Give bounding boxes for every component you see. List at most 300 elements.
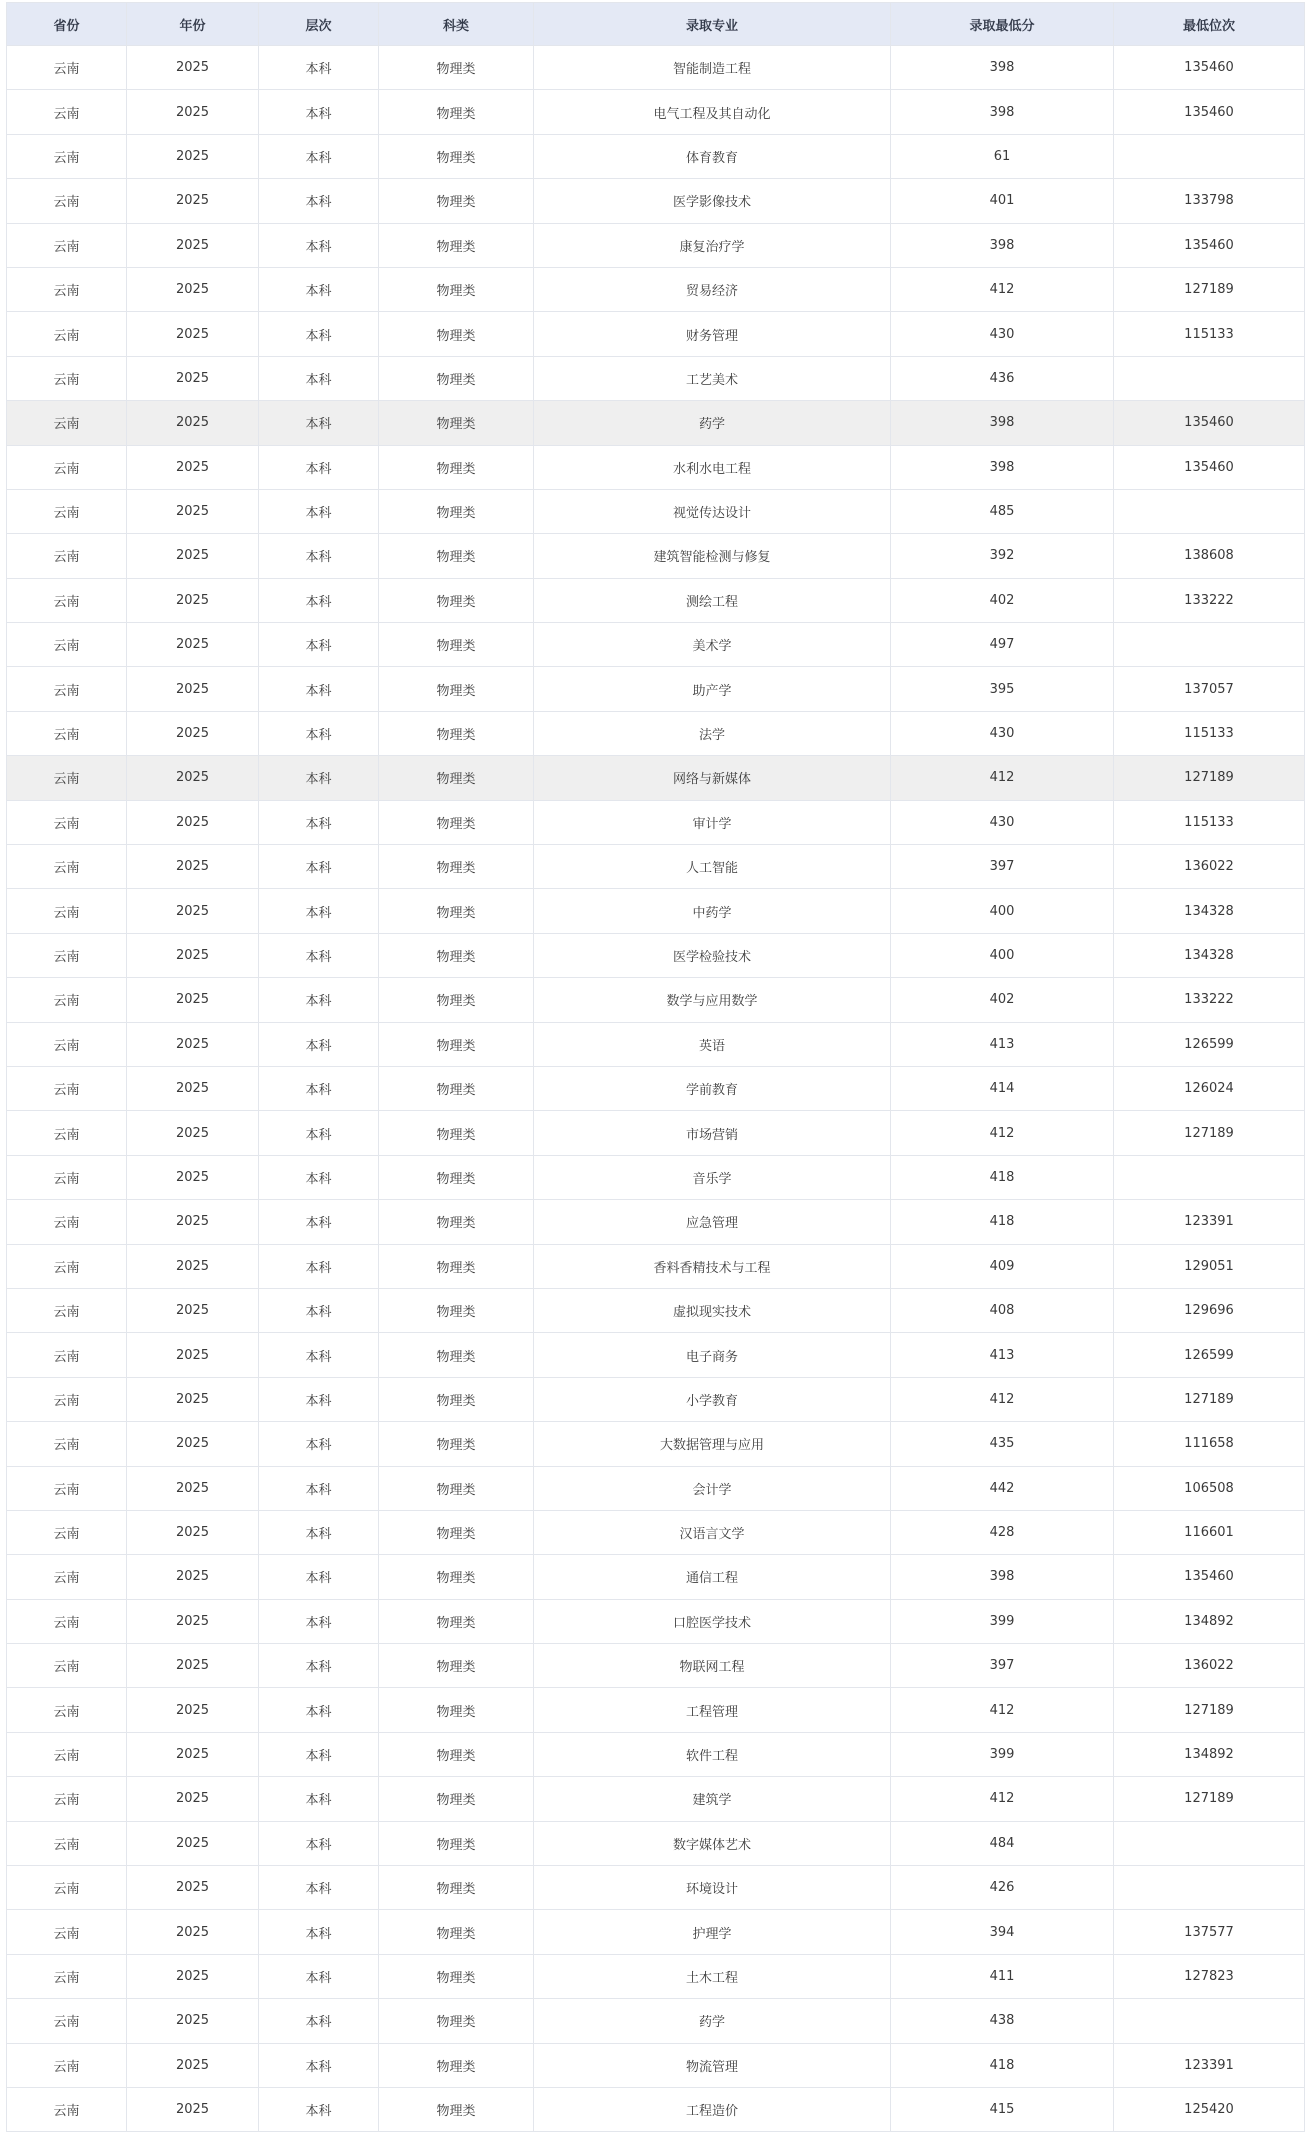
cell-year: 2025 — [127, 623, 259, 667]
cell-major: 康复治疗学 — [534, 223, 891, 267]
cell-level: 本科 — [259, 1555, 379, 1599]
cell-min-rank — [1114, 1155, 1305, 1199]
cell-year: 2025 — [127, 1200, 259, 1244]
table-row[interactable] — [7, 800, 1305, 844]
cell-major: 香料香精技术与工程 — [534, 1244, 891, 1288]
cell-min-score: 413 — [891, 1333, 1114, 1377]
cell-province: 云南 — [7, 889, 127, 933]
cell-province: 云南 — [7, 1821, 127, 1865]
table-row[interactable] — [7, 1377, 1305, 1421]
cell-year: 2025 — [127, 401, 259, 445]
cell-category: 物理类 — [379, 623, 534, 667]
table-row[interactable] — [7, 1644, 1305, 1688]
table-row[interactable] — [7, 1200, 1305, 1244]
cell-year: 2025 — [127, 1466, 259, 1510]
column-header-min-score[interactable]: 录取最低分 — [891, 3, 1114, 46]
cell-year: 2025 — [127, 1688, 259, 1732]
cell-min-rank: 126024 — [1114, 1066, 1305, 1110]
cell-province: 云南 — [7, 1599, 127, 1643]
cell-year: 2025 — [127, 1777, 259, 1821]
cell-category: 物理类 — [379, 223, 534, 267]
cell-level: 本科 — [259, 667, 379, 711]
cell-major: 电子商务 — [534, 1333, 891, 1377]
cell-min-score: 412 — [891, 1688, 1114, 1732]
cell-year: 2025 — [127, 1599, 259, 1643]
table-row[interactable] — [7, 2043, 1305, 2087]
cell-min-score: 401 — [891, 179, 1114, 223]
cell-level: 本科 — [259, 223, 379, 267]
cell-province: 云南 — [7, 1510, 127, 1554]
cell-category: 物理类 — [379, 578, 534, 622]
cell-category: 物理类 — [379, 489, 534, 533]
cell-min-score: 438 — [891, 1999, 1114, 2043]
table-row[interactable] — [7, 1422, 1305, 1466]
table-row[interactable] — [7, 1555, 1305, 1599]
cell-min-rank: 134328 — [1114, 933, 1305, 977]
cell-category: 物理类 — [379, 845, 534, 889]
cell-year: 2025 — [127, 1066, 259, 1110]
cell-level: 本科 — [259, 401, 379, 445]
cell-major: 物流管理 — [534, 2043, 891, 2087]
cell-year: 2025 — [127, 978, 259, 1022]
cell-min-rank — [1114, 134, 1305, 178]
table-row[interactable] — [7, 623, 1305, 667]
cell-min-rank: 127823 — [1114, 1954, 1305, 1998]
cell-min-score: 400 — [891, 933, 1114, 977]
table-row[interactable] — [7, 889, 1305, 933]
cell-min-score: 415 — [891, 2087, 1114, 2131]
cell-major: 电气工程及其自动化 — [534, 90, 891, 134]
cell-level: 本科 — [259, 1333, 379, 1377]
cell-major: 英语 — [534, 1022, 891, 1066]
cell-min-rank: 127189 — [1114, 267, 1305, 311]
table-row[interactable] — [7, 534, 1305, 578]
table-row[interactable] — [7, 1333, 1305, 1377]
cell-major: 测绘工程 — [534, 578, 891, 622]
table-row[interactable] — [7, 134, 1305, 178]
cell-major: 医学检验技术 — [534, 933, 891, 977]
cell-major: 财务管理 — [534, 312, 891, 356]
cell-category: 物理类 — [379, 1066, 534, 1110]
cell-category: 物理类 — [379, 1777, 534, 1821]
cell-min-score: 397 — [891, 845, 1114, 889]
cell-major: 医学影像技术 — [534, 179, 891, 223]
cell-level: 本科 — [259, 711, 379, 755]
cell-province: 云南 — [7, 1777, 127, 1821]
table-row[interactable] — [7, 1155, 1305, 1199]
cell-category: 物理类 — [379, 1333, 534, 1377]
cell-min-score: 399 — [891, 1599, 1114, 1643]
cell-major: 美术学 — [534, 623, 891, 667]
cell-province: 云南 — [7, 179, 127, 223]
table-row[interactable] — [7, 401, 1305, 445]
cell-major: 网络与新媒体 — [534, 756, 891, 800]
cell-major: 人工智能 — [534, 845, 891, 889]
table-row[interactable] — [7, 578, 1305, 622]
cell-category: 物理类 — [379, 2087, 534, 2131]
cell-category: 物理类 — [379, 267, 534, 311]
cell-province: 云南 — [7, 401, 127, 445]
cell-min-score: 442 — [891, 1466, 1114, 1510]
cell-min-rank: 111658 — [1114, 1422, 1305, 1466]
cell-category: 物理类 — [379, 889, 534, 933]
cell-major: 工艺美术 — [534, 356, 891, 400]
cell-major: 汉语言文学 — [534, 1510, 891, 1554]
cell-major: 工程管理 — [534, 1688, 891, 1732]
cell-min-score: 497 — [891, 623, 1114, 667]
cell-min-score: 484 — [891, 1821, 1114, 1865]
cell-major: 助产学 — [534, 667, 891, 711]
cell-min-score: 412 — [891, 1777, 1114, 1821]
cell-min-rank: 126599 — [1114, 1333, 1305, 1377]
cell-min-rank: 135460 — [1114, 46, 1305, 90]
cell-min-rank: 137057 — [1114, 667, 1305, 711]
cell-province: 云南 — [7, 445, 127, 489]
cell-min-score: 435 — [891, 1422, 1114, 1466]
cell-level: 本科 — [259, 1288, 379, 1332]
cell-year: 2025 — [127, 46, 259, 90]
cell-year: 2025 — [127, 933, 259, 977]
table-row[interactable] — [7, 1022, 1305, 1066]
cell-year: 2025 — [127, 1555, 259, 1599]
cell-min-score: 412 — [891, 1377, 1114, 1421]
cell-province: 云南 — [7, 1022, 127, 1066]
cell-major: 通信工程 — [534, 1555, 891, 1599]
cell-province: 云南 — [7, 1244, 127, 1288]
cell-level: 本科 — [259, 1732, 379, 1776]
column-header-province[interactable]: 省份 — [7, 3, 127, 46]
cell-province: 云南 — [7, 2043, 127, 2087]
cell-year: 2025 — [127, 667, 259, 711]
cell-major: 中药学 — [534, 889, 891, 933]
table-row[interactable] — [7, 1910, 1305, 1954]
cell-category: 物理类 — [379, 667, 534, 711]
cell-category: 物理类 — [379, 1155, 534, 1199]
cell-min-rank — [1114, 1821, 1305, 1865]
cell-level: 本科 — [259, 845, 379, 889]
cell-category: 物理类 — [379, 1466, 534, 1510]
cell-province: 云南 — [7, 223, 127, 267]
cell-category: 物理类 — [379, 1599, 534, 1643]
cell-province: 云南 — [7, 356, 127, 400]
cell-level: 本科 — [259, 978, 379, 1022]
cell-min-score: 430 — [891, 800, 1114, 844]
table-row[interactable] — [7, 1954, 1305, 1998]
cell-year: 2025 — [127, 2043, 259, 2087]
cell-category: 物理类 — [379, 1555, 534, 1599]
cell-province: 云南 — [7, 711, 127, 755]
cell-year: 2025 — [127, 711, 259, 755]
cell-level: 本科 — [259, 756, 379, 800]
cell-major: 建筑智能检测与修复 — [534, 534, 891, 578]
cell-category: 物理类 — [379, 1200, 534, 1244]
table-row[interactable] — [7, 845, 1305, 889]
cell-min-score: 402 — [891, 978, 1114, 1022]
cell-min-rank: 135460 — [1114, 445, 1305, 489]
cell-major: 贸易经济 — [534, 267, 891, 311]
cell-min-score: 399 — [891, 1732, 1114, 1776]
cell-year: 2025 — [127, 312, 259, 356]
cell-province: 云南 — [7, 845, 127, 889]
cell-province: 云南 — [7, 756, 127, 800]
cell-category: 物理类 — [379, 756, 534, 800]
cell-level: 本科 — [259, 2087, 379, 2131]
cell-min-rank: 133222 — [1114, 978, 1305, 1022]
table-row[interactable] — [7, 756, 1305, 800]
cell-min-rank: 126599 — [1114, 1022, 1305, 1066]
table-row[interactable] — [7, 1066, 1305, 1110]
cell-province: 云南 — [7, 1866, 127, 1910]
cell-major: 会计学 — [534, 1466, 891, 1510]
cell-category: 物理类 — [379, 1644, 534, 1688]
cell-major: 市场营销 — [534, 1111, 891, 1155]
cell-major: 口腔医学技术 — [534, 1599, 891, 1643]
cell-year: 2025 — [127, 534, 259, 578]
cell-major: 水利水电工程 — [534, 445, 891, 489]
cell-min-score: 430 — [891, 711, 1114, 755]
table-row[interactable] — [7, 1288, 1305, 1332]
cell-min-rank: 137577 — [1114, 1910, 1305, 1954]
table-row[interactable] — [7, 1866, 1305, 1910]
cell-year: 2025 — [127, 90, 259, 134]
cell-province: 云南 — [7, 312, 127, 356]
cell-min-score: 398 — [891, 445, 1114, 489]
cell-province: 云南 — [7, 578, 127, 622]
cell-major: 物联网工程 — [534, 1644, 891, 1688]
cell-province: 云南 — [7, 489, 127, 533]
cell-level: 本科 — [259, 1422, 379, 1466]
cell-min-score: 392 — [891, 534, 1114, 578]
cell-category: 物理类 — [379, 1422, 534, 1466]
cell-level: 本科 — [259, 312, 379, 356]
cell-province: 云南 — [7, 933, 127, 977]
cell-year: 2025 — [127, 267, 259, 311]
cell-min-score: 398 — [891, 401, 1114, 445]
cell-min-score: 414 — [891, 1066, 1114, 1110]
cell-major: 体育教育 — [534, 134, 891, 178]
cell-level: 本科 — [259, 1111, 379, 1155]
cell-level: 本科 — [259, 445, 379, 489]
cell-year: 2025 — [127, 134, 259, 178]
column-header-year[interactable]: 年份 — [127, 3, 259, 46]
table-row[interactable] — [7, 978, 1305, 1022]
cell-province: 云南 — [7, 1732, 127, 1776]
table-row[interactable] — [7, 179, 1305, 223]
cell-level: 本科 — [259, 46, 379, 90]
cell-year: 2025 — [127, 1999, 259, 2043]
table-row[interactable] — [7, 1111, 1305, 1155]
table-row[interactable] — [7, 1599, 1305, 1643]
cell-province: 云南 — [7, 1200, 127, 1244]
table-row[interactable] — [7, 1821, 1305, 1865]
cell-major: 数学与应用数学 — [534, 978, 891, 1022]
column-header-category[interactable]: 科类 — [379, 3, 534, 46]
cell-level: 本科 — [259, 179, 379, 223]
table-row[interactable] — [7, 1777, 1305, 1821]
table-row[interactable] — [7, 1688, 1305, 1732]
cell-year: 2025 — [127, 489, 259, 533]
cell-year: 2025 — [127, 1155, 259, 1199]
cell-min-rank: 135460 — [1114, 223, 1305, 267]
table-row[interactable] — [7, 90, 1305, 134]
cell-min-score: 485 — [891, 489, 1114, 533]
table-row[interactable] — [7, 223, 1305, 267]
cell-level: 本科 — [259, 356, 379, 400]
cell-category: 物理类 — [379, 1111, 534, 1155]
cell-min-score: 412 — [891, 267, 1114, 311]
cell-min-rank: 129696 — [1114, 1288, 1305, 1332]
table-row[interactable] — [7, 711, 1305, 755]
cell-level: 本科 — [259, 1910, 379, 1954]
column-header-min-rank[interactable]: 最低位次 — [1114, 3, 1305, 46]
cell-min-score: 412 — [891, 756, 1114, 800]
table-row[interactable] — [7, 267, 1305, 311]
cell-year: 2025 — [127, 1377, 259, 1421]
cell-year: 2025 — [127, 1111, 259, 1155]
cell-min-score: 430 — [891, 312, 1114, 356]
table-row[interactable] — [7, 1510, 1305, 1554]
cell-min-rank: 115133 — [1114, 800, 1305, 844]
cell-min-score: 61 — [891, 134, 1114, 178]
cell-major: 审计学 — [534, 800, 891, 844]
table-row[interactable] — [7, 933, 1305, 977]
cell-min-rank: 123391 — [1114, 1200, 1305, 1244]
cell-min-score: 409 — [891, 1244, 1114, 1288]
table-row[interactable] — [7, 489, 1305, 533]
cell-category: 物理类 — [379, 800, 534, 844]
cell-min-rank: 115133 — [1114, 312, 1305, 356]
cell-province: 云南 — [7, 1377, 127, 1421]
cell-year: 2025 — [127, 2087, 259, 2131]
cell-min-rank: 127189 — [1114, 1777, 1305, 1821]
cell-year: 2025 — [127, 1333, 259, 1377]
cell-category: 物理类 — [379, 1244, 534, 1288]
cell-year: 2025 — [127, 445, 259, 489]
cell-level: 本科 — [259, 1200, 379, 1244]
cell-min-rank: 136022 — [1114, 1644, 1305, 1688]
table-row[interactable] — [7, 1244, 1305, 1288]
cell-province: 云南 — [7, 90, 127, 134]
cell-min-rank — [1114, 1999, 1305, 2043]
cell-level: 本科 — [259, 1821, 379, 1865]
table-row[interactable] — [7, 46, 1305, 90]
cell-min-rank — [1114, 1866, 1305, 1910]
cell-min-rank: 135460 — [1114, 401, 1305, 445]
cell-min-score: 411 — [891, 1954, 1114, 1998]
header-row — [7, 3, 1305, 46]
cell-category: 物理类 — [379, 978, 534, 1022]
cell-category: 物理类 — [379, 1999, 534, 2043]
cell-major: 视觉传达设计 — [534, 489, 891, 533]
cell-year: 2025 — [127, 845, 259, 889]
cell-category: 物理类 — [379, 445, 534, 489]
cell-level: 本科 — [259, 1466, 379, 1510]
cell-province: 云南 — [7, 1111, 127, 1155]
cell-category: 物理类 — [379, 1732, 534, 1776]
column-header-major[interactable]: 录取专业 — [534, 3, 891, 46]
cell-major: 小学教育 — [534, 1377, 891, 1421]
cell-min-rank: 127189 — [1114, 1688, 1305, 1732]
table-row[interactable] — [7, 1732, 1305, 1776]
cell-major: 应急管理 — [534, 1200, 891, 1244]
cell-level: 本科 — [259, 1688, 379, 1732]
cell-province: 云南 — [7, 978, 127, 1022]
cell-min-rank: 135460 — [1114, 90, 1305, 134]
cell-year: 2025 — [127, 1644, 259, 1688]
table-row[interactable] — [7, 312, 1305, 356]
cell-category: 物理类 — [379, 933, 534, 977]
cell-level: 本科 — [259, 1155, 379, 1199]
cell-min-score: 408 — [891, 1288, 1114, 1332]
cell-year: 2025 — [127, 889, 259, 933]
cell-min-rank: 127189 — [1114, 756, 1305, 800]
cell-major: 软件工程 — [534, 1732, 891, 1776]
cell-category: 物理类 — [379, 134, 534, 178]
table-row[interactable] — [7, 445, 1305, 489]
table-row[interactable] — [7, 2087, 1305, 2131]
cell-min-rank: 123391 — [1114, 2043, 1305, 2087]
cell-level: 本科 — [259, 1599, 379, 1643]
cell-year: 2025 — [127, 756, 259, 800]
column-header-level[interactable]: 层次 — [259, 3, 379, 46]
cell-min-score: 395 — [891, 667, 1114, 711]
cell-province: 云南 — [7, 46, 127, 90]
cell-major: 建筑学 — [534, 1777, 891, 1821]
cell-category: 物理类 — [379, 312, 534, 356]
cell-category: 物理类 — [379, 401, 534, 445]
cell-year: 2025 — [127, 1732, 259, 1776]
cell-province: 云南 — [7, 2087, 127, 2131]
table-row[interactable] — [7, 667, 1305, 711]
cell-min-rank: 115133 — [1114, 711, 1305, 755]
cell-year: 2025 — [127, 578, 259, 622]
cell-level: 本科 — [259, 1644, 379, 1688]
cell-category: 物理类 — [379, 1022, 534, 1066]
cell-major: 药学 — [534, 401, 891, 445]
cell-province: 云南 — [7, 1422, 127, 1466]
cell-major: 法学 — [534, 711, 891, 755]
cell-min-rank: 138608 — [1114, 534, 1305, 578]
cell-level: 本科 — [259, 1999, 379, 2043]
cell-min-rank: 133222 — [1114, 578, 1305, 622]
cell-min-rank: 116601 — [1114, 1510, 1305, 1554]
table-row[interactable] — [7, 356, 1305, 400]
cell-level: 本科 — [259, 800, 379, 844]
table-row[interactable] — [7, 1999, 1305, 2043]
cell-category: 物理类 — [379, 534, 534, 578]
cell-category: 物理类 — [379, 1910, 534, 1954]
cell-min-rank: 133798 — [1114, 179, 1305, 223]
cell-level: 本科 — [259, 134, 379, 178]
cell-province: 云南 — [7, 1910, 127, 1954]
cell-category: 物理类 — [379, 1377, 534, 1421]
table-row[interactable] — [7, 1466, 1305, 1510]
cell-major: 护理学 — [534, 1910, 891, 1954]
cell-category: 物理类 — [379, 711, 534, 755]
cell-major: 土木工程 — [534, 1954, 891, 1998]
cell-category: 物理类 — [379, 356, 534, 400]
cell-level: 本科 — [259, 534, 379, 578]
cell-level: 本科 — [259, 90, 379, 134]
cell-min-rank: 134328 — [1114, 889, 1305, 933]
cell-province: 云南 — [7, 1644, 127, 1688]
cell-year: 2025 — [127, 1910, 259, 1954]
cell-level: 本科 — [259, 1066, 379, 1110]
cell-category: 物理类 — [379, 1688, 534, 1732]
cell-category: 物理类 — [379, 1821, 534, 1865]
cell-major: 虚拟现实技术 — [534, 1288, 891, 1332]
cell-year: 2025 — [127, 179, 259, 223]
